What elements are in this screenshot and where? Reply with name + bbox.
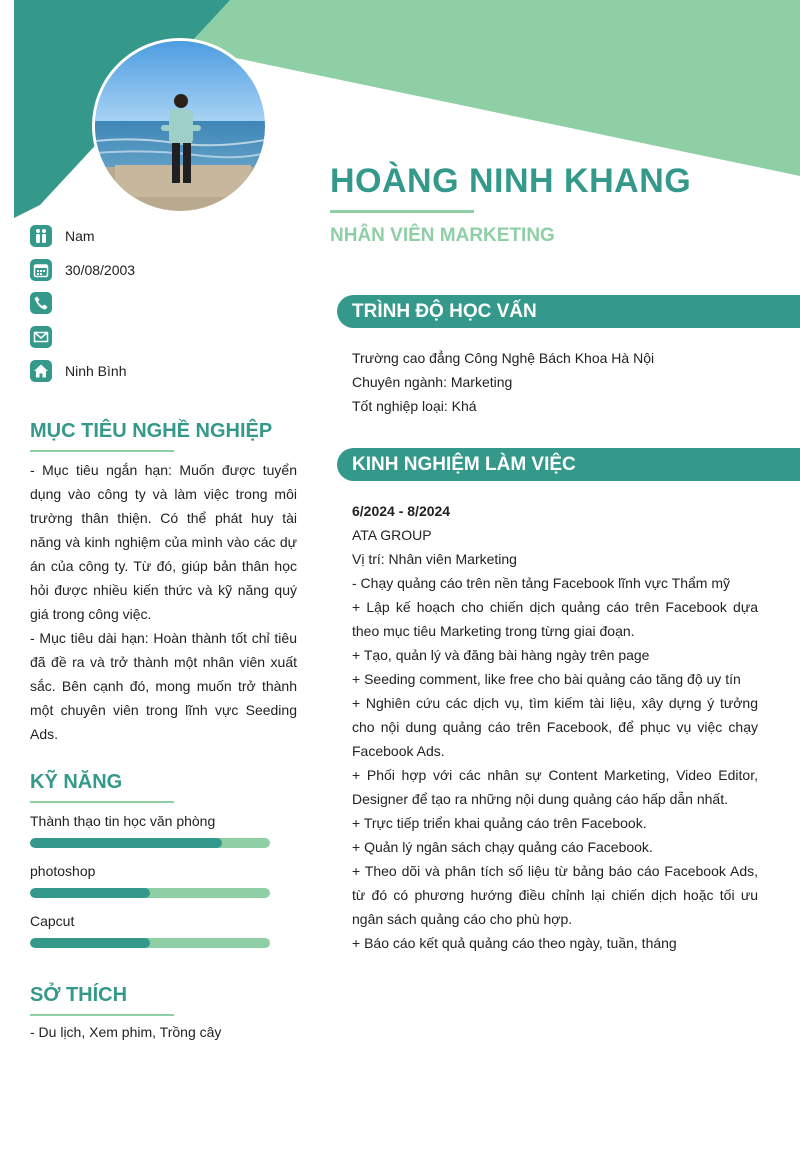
experience-company: ATA GROUP <box>352 527 432 543</box>
hobbies-underline <box>30 1014 174 1016</box>
education-school: Trường cao đẳng Công Nghệ Bách Khoa Hà Nội <box>352 350 655 366</box>
name-underline <box>330 210 474 213</box>
objective-text <box>30 458 297 746</box>
hobbies-text: - Du lịch, Xem phim, Trồng cây <box>30 1024 222 1040</box>
education-section-header <box>337 295 800 328</box>
skills-title: KỸ NĂNG <box>30 771 123 793</box>
experience-duty: + Lập kế hoạch cho chiến dịch quảng cáo trên Facebook dựa theo mục tiêu Marketing trong từng giai đoạn. <box>352 599 758 639</box>
experience-title: KINH NGHIỆM LÀM VIỆC <box>352 453 576 475</box>
contact-phone <box>30 291 290 315</box>
objective-section-header <box>30 419 300 452</box>
skill-bar-fill <box>30 938 150 948</box>
experience-duty: + Trực tiếp triển khai quảng cáo trên Facebook. <box>352 815 647 831</box>
phone-icon <box>30 292 52 314</box>
objective-long-term: - Mục tiêu dài hạn: Hoàn thành tốt chỉ tiêu đã đề ra và trở thành một nhân viên xuất sắc. Bên cạnh đó, mong muốn trở thành một chuyên viên trong lĩnh vực Seeding Ads. <box>30 630 297 742</box>
education-major: Chuyên ngành: Marketing <box>352 374 513 390</box>
home-icon <box>30 360 52 382</box>
skills-underline <box>30 801 174 803</box>
contact-birthday <box>30 258 290 282</box>
experience-duty: + Nghiên cứu các dịch vụ, tìm kiếm tài liệu, xây dựng ý tưởng cho nội dung quảng cáo trên Facebook, để phục vụ việc chạy Facebook Ads. <box>352 695 758 759</box>
skill-label: photoshop <box>30 863 96 879</box>
experience-duty: + Phối hợp với các nhân sự Content Marketing, Video Editor, Designer để tạo ra những nội dung quảng cáo hấp dẫn nhất. <box>352 767 758 807</box>
candidate-name: HOÀNG NINH KHANG <box>330 162 692 200</box>
hobbies-title: SỞ THÍCH <box>30 984 128 1006</box>
objective-underline <box>30 450 174 452</box>
email-icon <box>30 326 52 348</box>
experience-role: Vị trí: Nhân viên Marketing <box>352 551 517 567</box>
experience-period: 6/2024 - 8/2024 <box>352 503 451 519</box>
education-title: TRÌNH ĐỘ HỌC VẤN <box>352 300 537 322</box>
calendar-icon <box>30 259 52 281</box>
experience-duty: + Seeding comment, like free cho bài quảng cáo tăng độ uy tín <box>352 671 741 687</box>
experience-duty: + Báo cáo kết quả quảng cáo theo ngày, tuần, tháng <box>352 935 677 951</box>
gender-value: Nam <box>65 228 95 244</box>
objective-short-term: - Mục tiêu ngắn hạn: Muốn được tuyển dụng vào công ty và làm việc trong môi trường thân thiện. Có thể phát huy tài năng và kinh nghiệm của mình vào các dự án của công ty. Từ đó, giúp bản thân học hỏi được nhiều kiến thức và kỹ năng quý giá trong công việc. <box>30 462 297 622</box>
education-grade: Tốt nghiệp loại: Khá <box>352 398 477 414</box>
skill-bar <box>30 838 270 848</box>
objective-title: MỤC TIÊU NGHỀ NGHIỆP <box>30 420 273 442</box>
hobbies-section-header <box>30 983 300 1016</box>
experience-duty: + Theo dõi và phân tích số liệu từ bảng báo cáo Facebook Ads, từ đó có phương hướng điều chỉnh lại chiến dịch hoặc tối ưu ngân sách quảng cáo cho phù hợp. <box>352 863 758 927</box>
address-value: Ninh Bình <box>65 363 127 379</box>
experience-details <box>352 499 758 955</box>
skill-bar-fill <box>30 838 222 848</box>
profile-photo <box>92 38 268 214</box>
experience-duty: + Quản lý ngân sách chạy quảng cáo Facebook. <box>352 839 653 855</box>
contact-email <box>30 325 290 349</box>
gender-icon <box>30 225 52 247</box>
skill-bar <box>30 888 270 898</box>
contact-address <box>30 359 290 383</box>
candidate-position: NHÂN VIÊN MARKETING <box>330 225 555 246</box>
experience-duty: - Chạy quảng cáo trên nền tảng Facebook lĩnh vực Thẩm mỹ <box>352 575 730 591</box>
contact-gender <box>30 224 290 248</box>
birthday-value: 30/08/2003 <box>65 262 136 278</box>
skill-label: Capcut <box>30 913 75 929</box>
skill-label: Thành thạo tin học văn phòng <box>30 813 216 829</box>
education-details <box>352 346 654 418</box>
experience-duty: + Tạo, quản lý và đăng bài hàng ngày trên page <box>352 647 650 663</box>
skill-bar-fill <box>30 888 150 898</box>
experience-section-header <box>337 448 800 481</box>
skill-bar <box>30 938 270 948</box>
skills-section-header <box>30 770 300 803</box>
